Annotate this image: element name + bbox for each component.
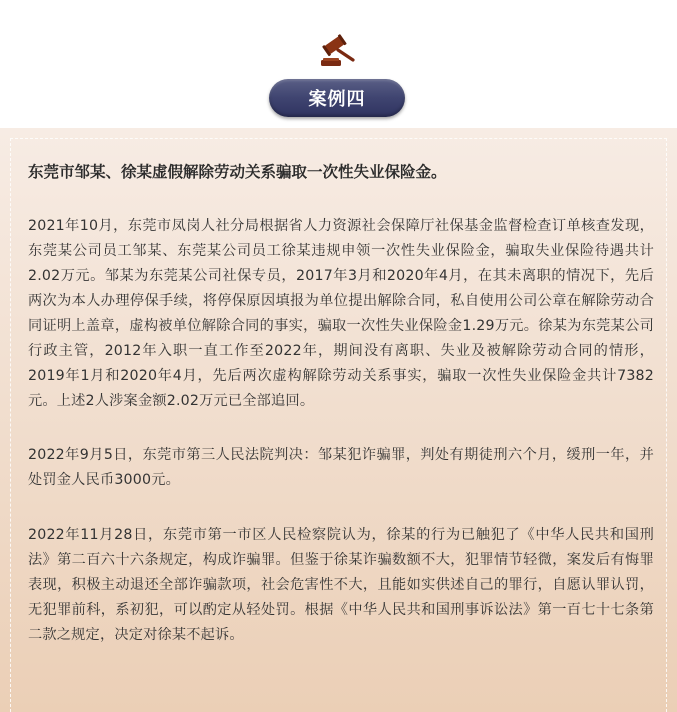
case-number-label: 案例四: [308, 89, 366, 110]
case-title: 东莞市邹某、徐某虚假解除劳动关系骗取一次性失业保险金。: [28, 163, 447, 181]
paragraph-court-judgment: 2022年9月5日，东莞市第三人民法院判决：邹某犯诈骗罪，判处有期徒刑六个月，缓刑一年，并处罚金人民币3000元。: [28, 447, 654, 488]
gavel-icon: [317, 34, 359, 68]
article-body: [28, 160, 654, 648]
paragraph-procuratorate-decision: 2022年11月28日，东莞市第一市区人民检察院认为，徐某的行为已触犯了《中华人民共和国刑法》第二百六十六条规定，构成诈骗罪。但鉴于徐某诈骗数额不大，犯罪情节轻微，案发后有悔罪表现，积极主动退还全部诈骗款项，社会危害性不大，且能如实供述自己的罪行，自愿认罪认罚，无犯罪前科，系初犯，可以酌定从轻处罚。根据《中华人民共和国刑事诉讼法》第一百七十七条第二款之规定，决定对徐某不起诉。: [28, 527, 654, 643]
header: [0, 0, 677, 128]
case-number-badge: [269, 79, 405, 117]
paragraph-investigation: 2021年10月，东莞市凤岗人社分局根据省人力资源社会保障厅社保基金监督检查订单核查发现，东莞某公司员工邹某、东莞某公司员工徐某违规申领一次性失业保险金，骗取失业保险待遇共计2.02万元。邹某为东莞某公司社保专员，2017年3月和2020年4月，在其未离职的情况下，先后两次为本人办理停保手续，将停保原因填报为单位提出解除合同，私自使用公司公章在解除劳动合同证明上盖章，虚构被单位解除合同的事实，骗取一次性失业保险金1.29万元。徐某为东莞某公司行政主管，2012年入职一直工作至2022年，期间没有离职、失业及被解除劳动合同的情形，2019年1月和2020年4月，先后两次虚构解除劳动关系事实，骗取一次性失业保险金共计7382元。上述2人涉案金额2.02万元已全部追回。: [28, 218, 654, 409]
